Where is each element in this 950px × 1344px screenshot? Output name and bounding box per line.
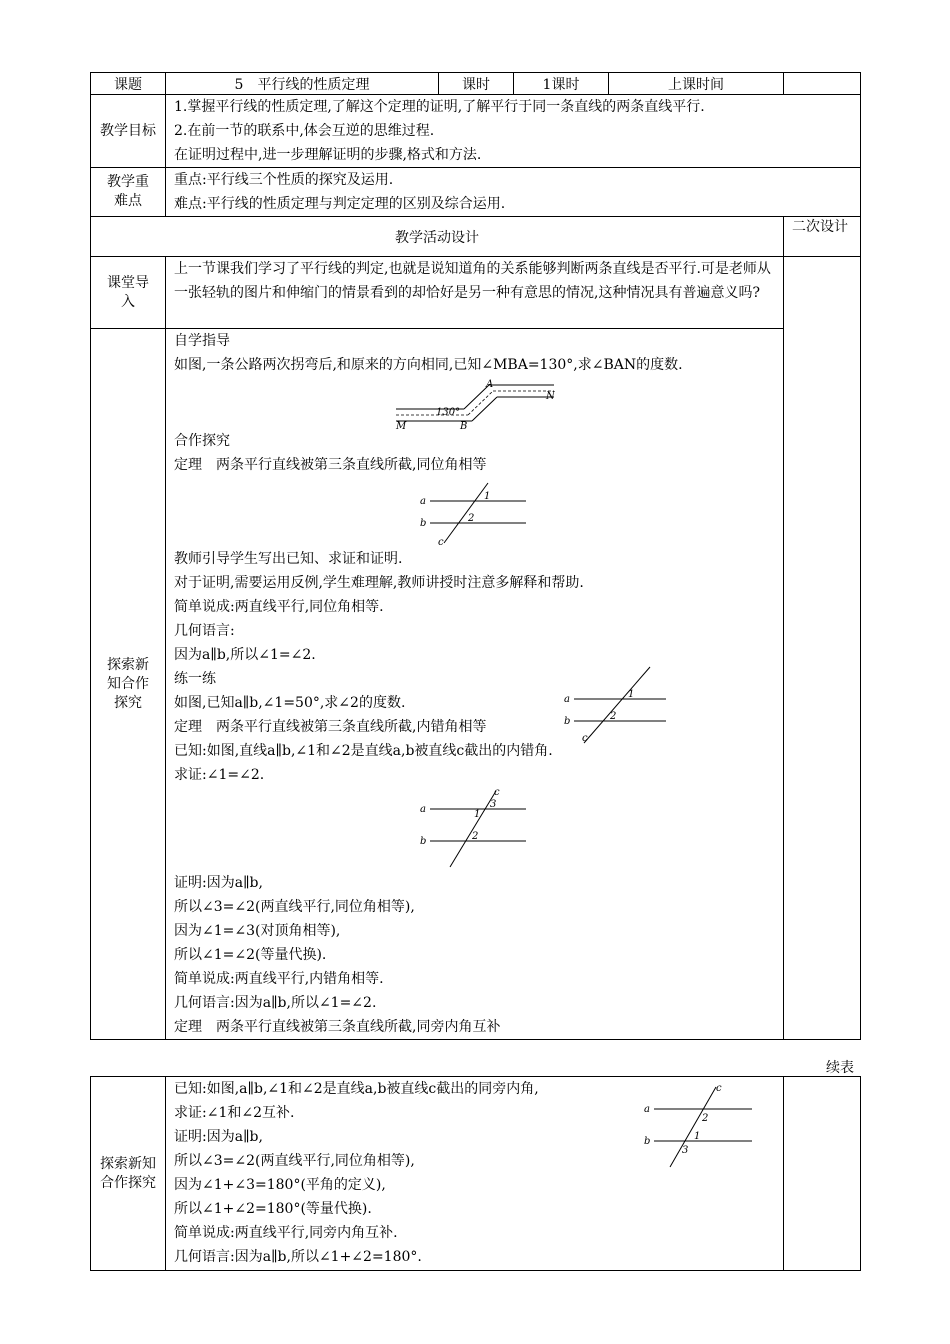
fig1-container <box>166 477 783 547</box>
road-diagram <box>394 377 594 429</box>
activity-title: 教学活动设计 <box>91 217 784 257</box>
hours-value: 1课时 <box>514 73 609 95</box>
fig1-label-b: b <box>420 518 427 529</box>
road-angle-label: 130° <box>436 407 461 418</box>
fig1-diagram <box>416 477 536 547</box>
second-design-label: 二次设计 <box>784 217 861 257</box>
fig2-label-a: a <box>564 694 570 705</box>
fig3-diagram <box>416 787 536 871</box>
class-time-label: 上课时间 <box>609 73 784 95</box>
objectives-content <box>166 95 861 168</box>
fig4-diagram <box>640 1083 760 1173</box>
explore2-proof-line: 因为∠1+∠3=180°(平角的定义), <box>174 1177 386 1193</box>
topic-label: 课题 <box>91 73 166 95</box>
explore2-label: 探索新知合作探究 <box>91 1077 166 1271</box>
explore2-simple: 简单说成:两直线平行,同旁内角互补. <box>174 1225 398 1241</box>
key-points-content <box>166 168 861 217</box>
theorem3: 定理 两条平行直线被第三条直线所截,同旁内角互补 <box>174 1019 501 1035</box>
prove2: 求证:∠1=∠2. <box>174 767 265 783</box>
objective-line: 1.掌握平行线的性质定理,了解这个定理的证明,了解平行于同一条直线的两条直线平行. <box>174 99 705 115</box>
explore2-geo: 几何语言:因为a∥b,所以∠1+∠2=180°. <box>174 1249 422 1265</box>
geo2: 几何语言:因为a∥b,所以∠1=∠2. <box>174 995 377 1011</box>
intro-text: 上一节课我们学习了平行线的判定,也就是说知道角的关系能够判断两条直线是否平行.可是老师从一张轻轨的图片和伸缩门的情景看到的却恰好是另一种有意思的情况,这种情况具有普遍意义吗? <box>166 257 784 329</box>
guide2: 对于证明,需要运用反例,学生难理解,教师讲授时注意多解释和帮助. <box>174 575 584 591</box>
fig4-label-a: a <box>644 1104 650 1115</box>
simple1: 简单说成:两直线平行,同位角相等. <box>174 599 384 615</box>
objective-line: 在证明过程中,进一步理解证明的步骤,格式和方法. <box>174 147 482 163</box>
road-point-A: A <box>486 379 494 390</box>
explore-content <box>166 329 784 1040</box>
known2: 已知:如图,直线a∥b,∠1和∠2是直线a,b被直线c截出的内错角. <box>174 743 553 759</box>
fig2-label-b: b <box>564 716 571 727</box>
continued-label: 续表 <box>826 1060 854 1076</box>
explore2-proof-line: 所以∠1+∠2=180°(等量代换). <box>174 1201 372 1217</box>
proof2-line: 所以∠3=∠2(两直线平行,同位角相等), <box>174 899 415 915</box>
self-study-text: 如图,一条公路两次拐弯后,和原来的方向相同,已知∠MBA=130°,求∠BAN的度数. <box>174 357 683 373</box>
lesson-plan-table <box>90 72 861 1040</box>
fig3-label-a: a <box>420 804 426 815</box>
road-figure <box>166 377 783 429</box>
fig2-angle-1: 1 <box>628 689 635 700</box>
intro-label: 课堂导入 <box>91 257 166 329</box>
theorem1: 定理 两条平行直线被第三条直线所截,同位角相等 <box>174 457 487 473</box>
fig4-label-c: c <box>716 1083 722 1094</box>
road-point-B: B <box>460 421 468 429</box>
topic-value: 5 平行线的性质定理 <box>166 73 439 95</box>
fig2-label-c: c <box>582 733 588 744</box>
simple2: 简单说成:两直线平行,内错角相等. <box>174 971 384 987</box>
explore2-known: 已知:如图,a∥b,∠1和∠2是直线a,b被直线c截出的同旁内角, <box>174 1081 539 1097</box>
theorem2: 定理 两条平行直线被第三条直线所截,内错角相等 <box>174 719 487 735</box>
practice-block <box>166 667 783 744</box>
explore2-proof-line: 所以∠3=∠2(两直线平行,同位角相等), <box>174 1153 415 1169</box>
fig4-angle-3: 3 <box>682 1145 689 1156</box>
explore2-prove: 求证:∠1和∠2互补. <box>174 1105 295 1121</box>
objectives-label: 教学目标 <box>91 95 166 168</box>
fig1-label-c: c <box>438 537 444 547</box>
fig4-angle-2: 2 <box>702 1113 709 1124</box>
self-study-title: 自学指导 <box>174 333 230 349</box>
key-points-label: 教学重难点 <box>91 168 166 217</box>
fig1-angle-1: 1 <box>484 491 491 502</box>
road-point-M: M <box>396 421 407 429</box>
explore2-content <box>166 1077 784 1271</box>
fig3-label-c: c <box>494 787 500 798</box>
proof2-line: 因为∠1=∠3(对顶角相等), <box>174 923 341 939</box>
key-point-line: 难点:平行线的性质定理与判定定理的区别及综合运用. <box>174 196 506 212</box>
explore2-second-design <box>784 1077 861 1271</box>
hours-label: 课时 <box>439 73 514 95</box>
fig1-label-a: a <box>420 496 426 507</box>
coop-title: 合作探究 <box>174 433 230 449</box>
fig3-angle-2: 2 <box>472 831 479 842</box>
fig3-angle-3: 3 <box>490 799 497 810</box>
second-design-cell <box>784 257 861 1040</box>
continued-table <box>90 1076 861 1271</box>
guide1: 教师引导学生写出已知、求证和证明. <box>174 551 403 567</box>
class-time-value <box>784 73 861 95</box>
fig3-angle-1: 1 <box>474 809 481 820</box>
geo-title: 几何语言: <box>174 623 235 639</box>
geo1: 因为a∥b,所以∠1=∠2. <box>174 647 316 663</box>
road-point-N: N <box>546 391 555 402</box>
explore2-proof-line: 证明:因为a∥b, <box>174 1129 263 1145</box>
fig3-label-b: b <box>420 836 427 847</box>
fig4-label-b: b <box>644 1136 651 1147</box>
proof2-line: 证明:因为a∥b, <box>174 875 263 891</box>
key-point-line: 重点:平行线三个性质的探究及运用. <box>174 172 394 188</box>
fig2-angle-2: 2 <box>610 711 617 722</box>
objective-line: 2.在前一节的联系中,体会互逆的思维过程. <box>174 123 435 139</box>
fig4-angle-1: 1 <box>694 1131 701 1142</box>
practice-title: 练一练 <box>174 671 216 687</box>
fig2-diagram <box>562 665 672 745</box>
practice-text: 如图,已知a∥b,∠1=50°,求∠2的度数. <box>174 695 406 711</box>
proof2-line: 所以∠1=∠2(等量代换). <box>174 947 327 963</box>
fig3-container <box>166 787 783 871</box>
fig1-angle-2: 2 <box>468 513 475 524</box>
explore-label: 探索新知合作探究 <box>91 329 166 1040</box>
